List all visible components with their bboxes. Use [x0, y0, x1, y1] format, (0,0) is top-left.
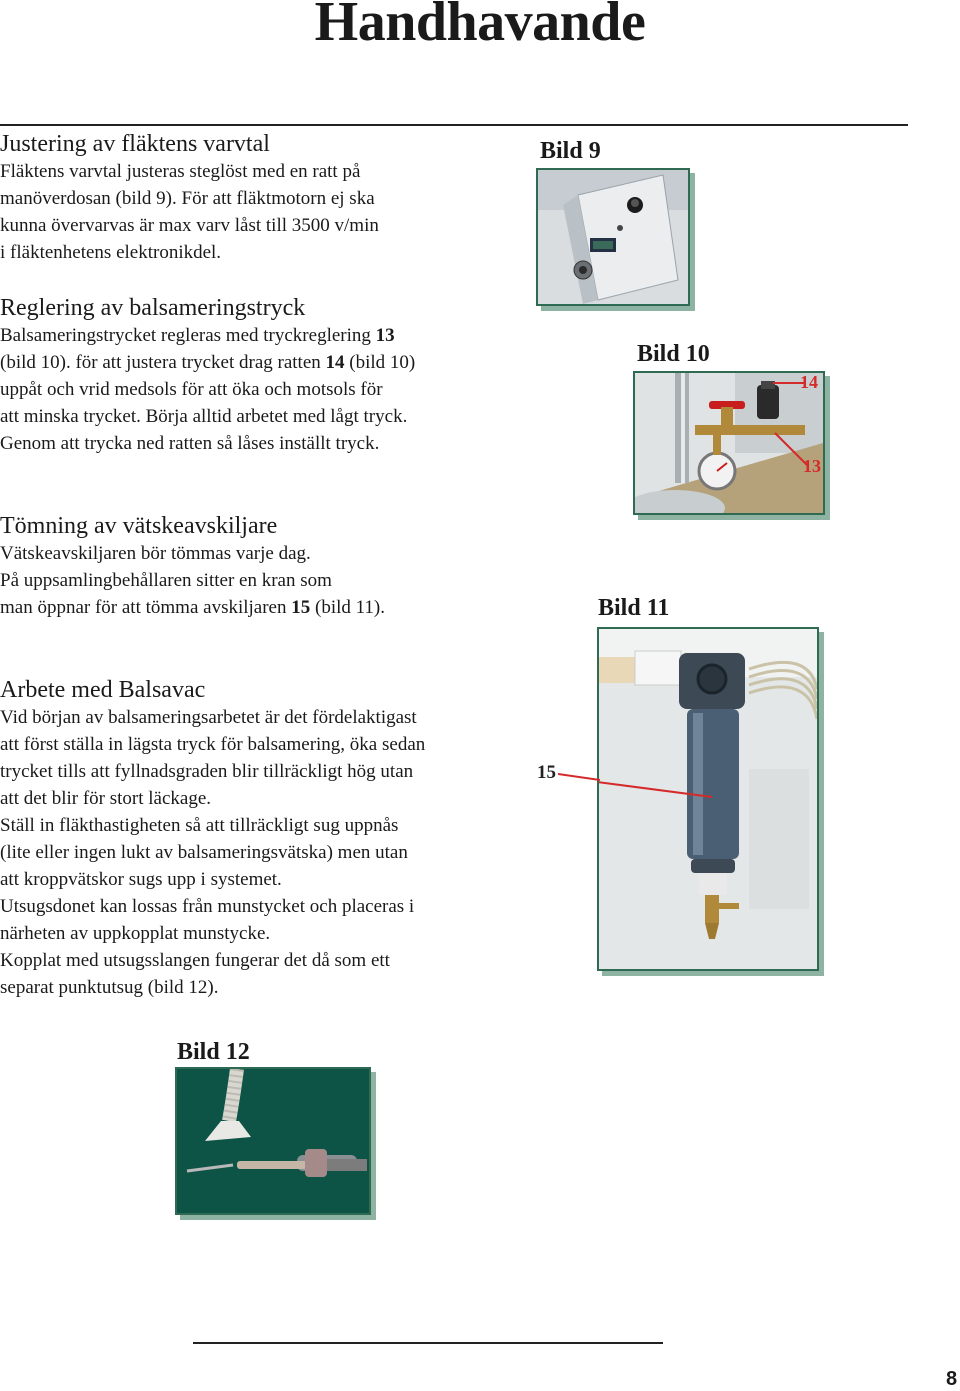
page-title: Handhavande: [314, 0, 646, 53]
section-heading: Tömning av vätskeavskiljare: [0, 513, 278, 539]
section-arbete: [0, 676, 510, 1001]
photo-control-box: [536, 168, 690, 306]
regulator-illustration: [635, 373, 823, 513]
top-rule: [0, 124, 908, 126]
nozzle-illustration: [177, 1069, 369, 1213]
callout-14: 14: [800, 372, 818, 392]
text-line: separat punktutsug (bild 12).: [0, 977, 219, 998]
text-span: (bild 10): [344, 352, 416, 373]
text-line: att först ställa in lägsta tryck för balsamering, öka sedan: [0, 734, 426, 755]
control-box-illustration: [538, 170, 688, 304]
text-line: att det blir för stort läckage.: [0, 788, 212, 809]
text-line: uppåt och vrid medsols för att öka och motsols för: [0, 379, 383, 400]
text-line: Genom att trycka ned ratten så låses inställt tryck.: [0, 433, 380, 454]
callout-15: 15: [537, 762, 556, 783]
text-line: att kroppvätskor sugs upp i systemet.: [0, 869, 282, 890]
text-line: Vätskeavskiljaren bör tömmas varje dag.: [0, 543, 311, 564]
photo-extraction-nozzle: [175, 1067, 371, 1215]
text-span: man öppnar för att tömma avskiljaren: [0, 597, 292, 618]
section-reglering: [0, 294, 510, 457]
callout-13: 13: [803, 456, 821, 476]
text-line: i fläktenhetens elektronikdel.: [0, 242, 222, 263]
photo-liquid-separator: [597, 627, 819, 971]
text-line: [0, 594, 510, 621]
callout-15-leader: [558, 770, 600, 782]
text-line: Ställ in fläkthastigheten så att tillräckligt sug uppnås: [0, 815, 399, 836]
text-line: (lite eller ingen lukt av balsameringsvätska) men utan: [0, 842, 408, 863]
section-heading: Arbete med Balsavac: [0, 677, 206, 703]
text-line: Kopplat med utsugsslangen fungerar det då som ett: [0, 950, 390, 971]
photo-pressure-regulator: [633, 371, 825, 515]
text-line: närheten av uppkopplat munstycke.: [0, 923, 271, 944]
text-line: att minska trycket. Börja alltid arbetet med lågt tryck.: [0, 406, 408, 427]
text-span: Balsameringstrycket regleras med tryckreglering: [0, 325, 376, 346]
text-line: manöverdosan (bild 9). För att fläktmotorn ej ska: [0, 188, 375, 209]
page-number: 8: [946, 1368, 958, 1390]
section-flakt: [0, 130, 510, 266]
figure-caption-bild12: Bild 12: [177, 1039, 250, 1065]
section-heading: Reglering av balsameringstryck: [0, 295, 306, 321]
text-span: (bild 11).: [310, 597, 386, 618]
text-line: kunna övervarvas är max varv låst till 3500 v/min: [0, 215, 379, 236]
figure-caption-bild11: Bild 11: [598, 595, 670, 621]
text-line: På uppsamlingbehållaren sitter en kran som: [0, 570, 332, 591]
figure-caption-bild10: Bild 10: [637, 341, 710, 367]
text-line: [0, 349, 510, 376]
text-line: Utsugsdonet kan lossas från munstycket och placeras i: [0, 896, 415, 917]
text-line: Fläktens varvtal justeras steglöst med en ratt på: [0, 161, 361, 182]
figure-caption-bild9: Bild 9: [540, 138, 601, 164]
bottom-rule: [193, 1342, 663, 1344]
text-span: (bild 10). för att justera trycket drag ratten: [0, 352, 326, 373]
section-tomning: [0, 512, 510, 621]
ref-number: 14: [325, 352, 345, 373]
text-line: trycket tills att fyllnadsgraden blir tillräckligt hög utan: [0, 761, 414, 782]
text-line: [0, 322, 510, 349]
ref-number: 13: [375, 325, 395, 346]
text-line: Vid början av balsameringsarbetet är det fördelaktigast: [0, 707, 417, 728]
ref-number: 15: [291, 597, 311, 618]
section-heading: Justering av fläktens varvtal: [0, 131, 270, 157]
separator-illustration: [599, 629, 817, 969]
